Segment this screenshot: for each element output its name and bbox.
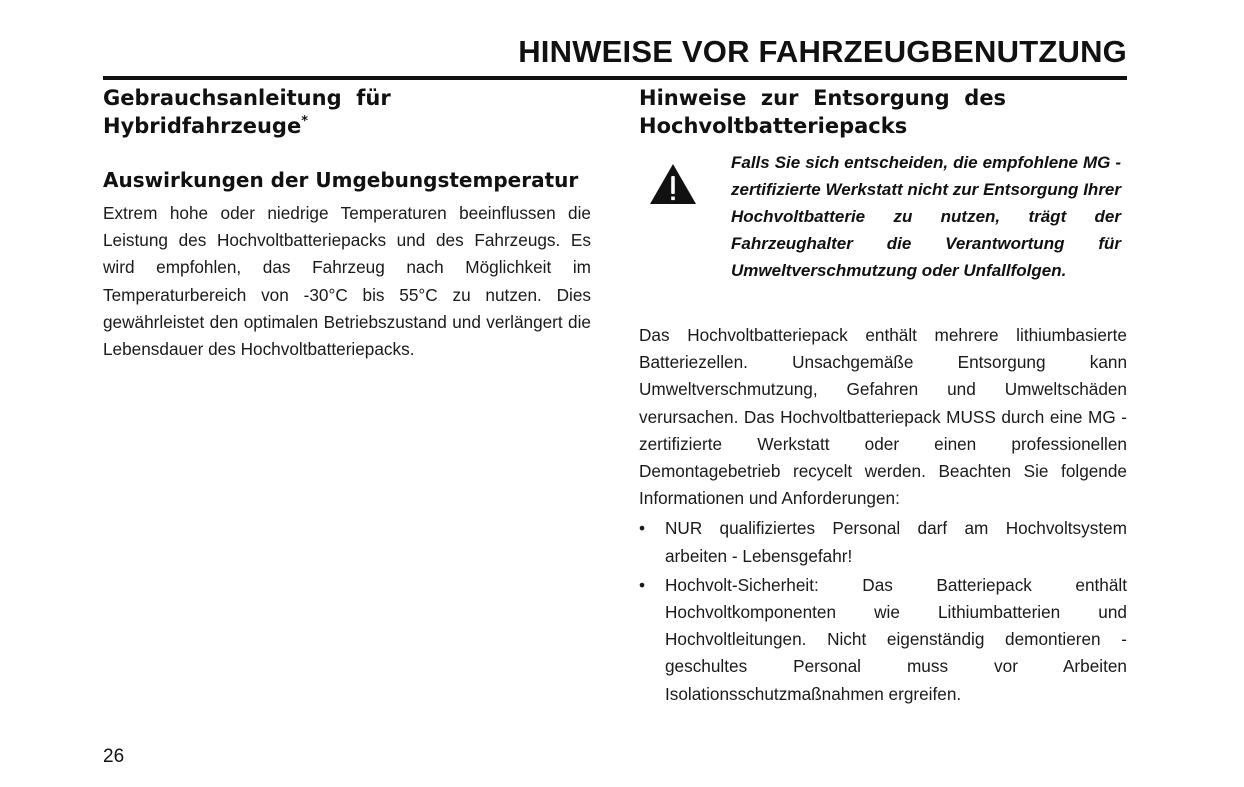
page-number: 26 xyxy=(103,746,125,767)
warning-triangle-icon xyxy=(649,163,697,205)
footnote-marker: * xyxy=(301,114,308,129)
list-item-text: Hochvolt-Sicherheit: Das Batteriepack enthält Hochvoltkomponenten wie Lithiumbatterien und Hochvoltleitungen. Nicht eigenständig demontieren - geschultes Personal muss vor Arbeiten Isolationsschutzmaßnahmen ergreifen. xyxy=(665,574,1127,704)
disposal-paragraph: Das Hochvoltbatteriepack enthält mehrere lithiumbasierte Batteriezellen. Unsachgemäße Entsorgung kann Umweltverschmutzung, Gefahren und Umweltschäden verursachen. Das Hochvoltbatteriepack MUSS durch eine MG -zertifizierte Werkstatt oder einen professionellen Demontagebetrieb recycelt werden. Beachten Sie folgende Informationen und Anforderungen: xyxy=(639,325,1127,509)
page-title: HINWEISE VOR FAHRZEUGBENUTZUNG xyxy=(518,34,1127,69)
section-title-line1: Hinweise zur Entsorgung des xyxy=(639,86,1007,110)
left-column xyxy=(103,84,591,363)
list-item xyxy=(639,572,1127,708)
section-title-line2: Hochvoltbatteriepacks xyxy=(639,114,908,138)
list-item-text: NUR qualifiziertes Personal darf am Hochvoltsystem arbeiten - Lebensgefahr! xyxy=(665,518,1127,566)
right-column xyxy=(639,84,1127,710)
warning-text: Falls Sie sich entscheiden, die empfohlene MG -zertifizierte Werkstatt nicht zur Entsorgung Ihrer Hochvoltbatterie zu nutzen, trägt der Fahrzeughalter die Verantwortung für Umweltverschmutzung oder Unfallfolgen. xyxy=(731,153,1121,280)
warning-box xyxy=(639,150,1127,314)
bullet-icon: • xyxy=(639,518,646,539)
section-title-disposal xyxy=(639,84,1127,140)
bullet-icon: • xyxy=(639,574,646,595)
list-item xyxy=(639,515,1127,569)
requirements-list xyxy=(639,515,1127,707)
section-title-line2: Hybridfahrzeuge xyxy=(103,114,302,138)
section-title-line1: Gebrauchsanleitung für xyxy=(103,86,391,110)
temperature-paragraph: Extrem hohe oder niedrige Temperaturen beeinflussen die Leistung des Hochvoltbatteriepacks und des Fahrzeugs. Es wird empfohlen, das Fahrzeug nach Möglichkeit im Temperaturbereich von -30°C bis 55°C zu nutzen. Dies gewährleistet den optimalen Betriebszustand und verlängert die Lebensdauer des Hochvoltbatteriepacks. xyxy=(103,203,591,360)
section-title-hybrid xyxy=(103,84,591,140)
subsection-title-temperature: Auswirkungen der Umgebungstemperatur xyxy=(103,168,579,192)
page-header xyxy=(103,30,1127,80)
